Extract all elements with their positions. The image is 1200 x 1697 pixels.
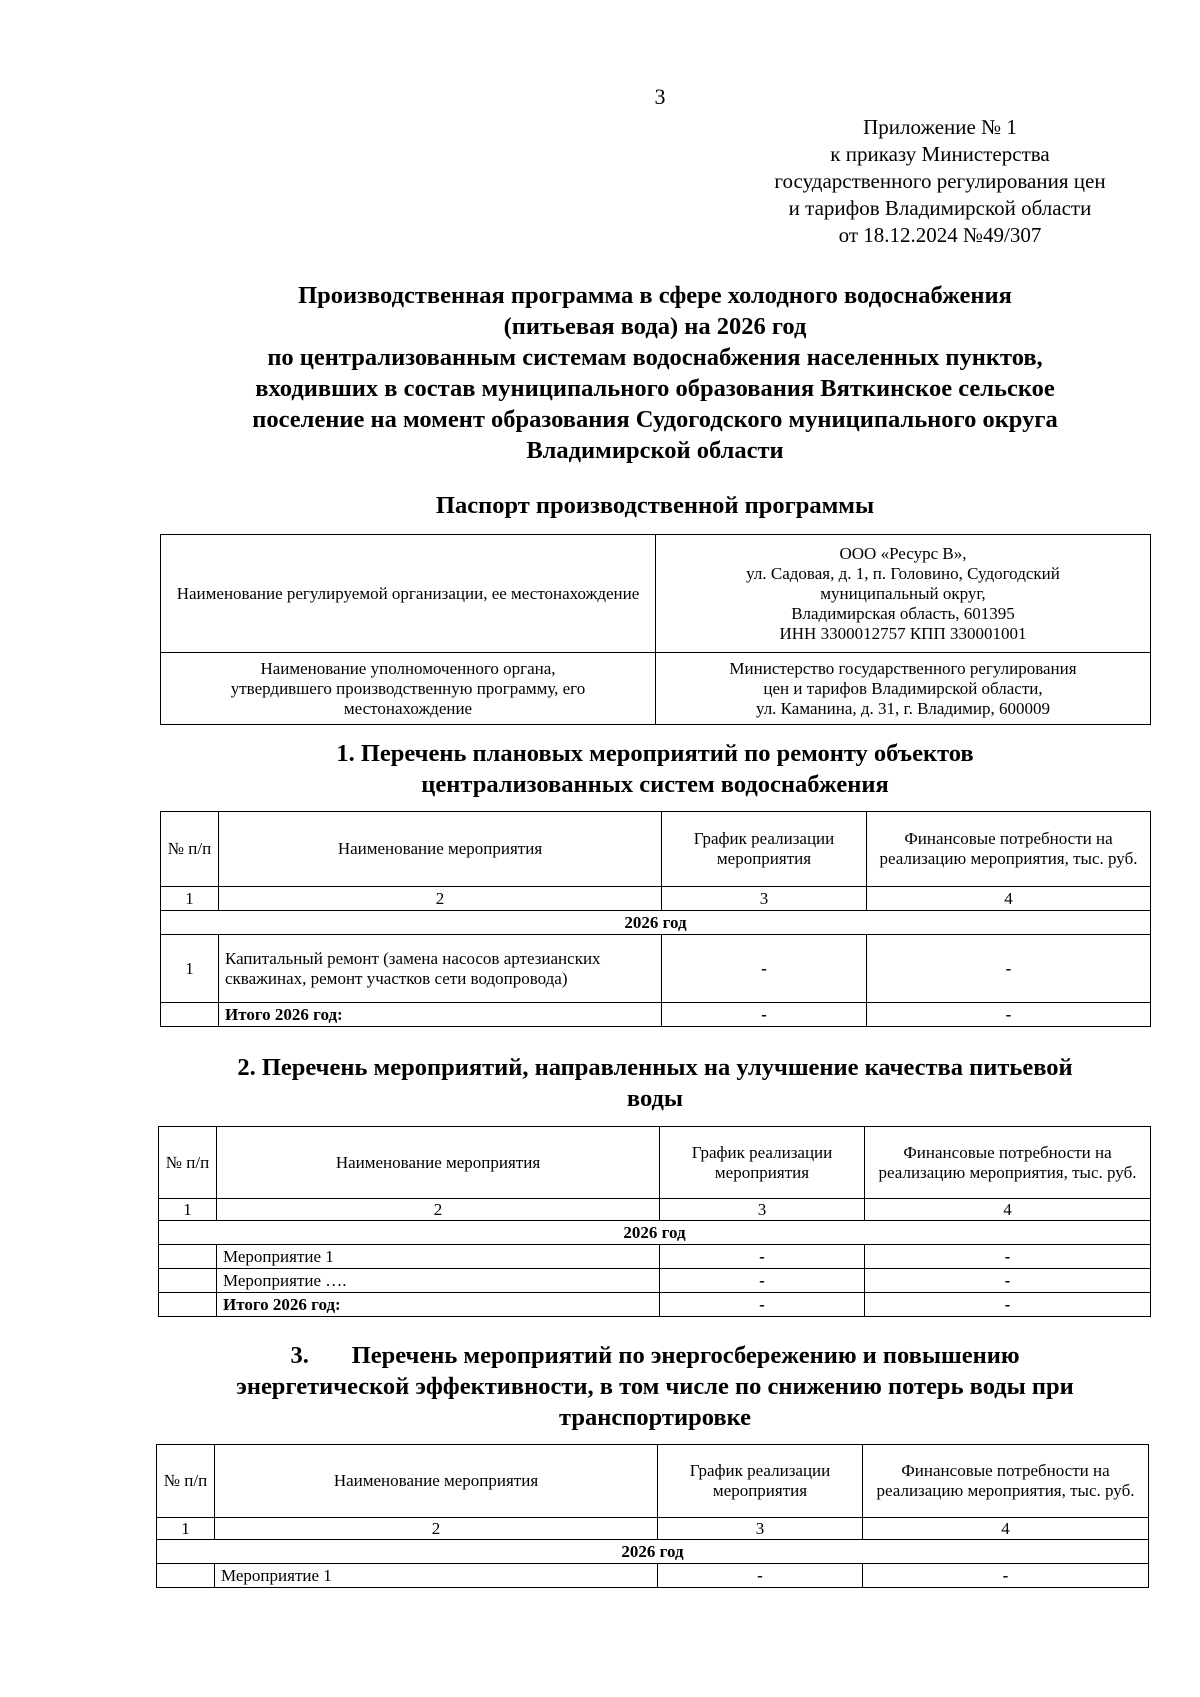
appendix-line: государственного регулирования цен [774,169,1106,193]
appendix-line: и тарифов Владимирской области [788,196,1092,220]
section1-table [160,811,1151,1027]
passport-org-line: ИНН 3300012757 КПП 330001001 [779,623,1027,643]
column-number: 3 [662,887,867,911]
total-finance: - [867,1003,1151,1027]
passport-org-label: Наименование регулируемой организации, ее местонахождение [161,535,656,653]
row-name: Мероприятие 1 [215,1564,658,1588]
table-header-row [157,1445,1149,1518]
row-schedule: - [660,1269,865,1293]
passport-row-organization [161,535,1151,653]
column-number-row [159,1199,1151,1221]
year-row [159,1221,1151,1245]
appendix-line: от 18.12.2024 №49/307 [838,223,1042,247]
column-number: 4 [865,1199,1151,1221]
row-schedule: - [662,935,867,1003]
section1-title-line: централизованных систем водоснабжения [421,771,889,798]
total-label: Итого 2026 год: [217,1293,660,1317]
row-name: Мероприятие …. [217,1269,660,1293]
row-name: Мероприятие 1 [217,1245,660,1269]
row-num [159,1269,217,1293]
section2-title-line: воды [626,1085,684,1112]
row-schedule: - [658,1564,863,1588]
column-number: 3 [660,1199,865,1221]
row-finance: - [865,1269,1151,1293]
section3-title-line: 3. Перечень мероприятий по энергосбережению и повышению [290,1342,1020,1369]
total-num [161,1003,219,1027]
passport-authority-value [656,653,1151,725]
header-name: Наименование мероприятия [219,812,662,887]
passport-authority-label [161,653,656,725]
table-header-row [161,812,1151,887]
column-number: 2 [215,1518,658,1540]
header-num: № п/п [157,1445,215,1518]
header-schedule: График реализации мероприятия [658,1445,863,1518]
passport-table [160,534,1151,725]
row-num [159,1245,217,1269]
total-schedule: - [660,1293,865,1317]
passport-authority-line: цен и тарифов Владимирской области, [763,678,1043,698]
header-finance: Финансовые потребности на реализацию мероприятия, тыс. руб. [867,812,1151,887]
column-number: 1 [161,887,219,911]
year-label: 2026 год [157,1540,1149,1564]
table-row [161,935,1151,1003]
total-label: Итого 2026 год: [219,1003,662,1027]
section1-title [140,738,1170,800]
column-number: 2 [219,887,662,911]
section3-table [156,1444,1149,1588]
header-name: Наименование мероприятия [215,1445,658,1518]
passport-authority-label-line: Наименование уполномоченного органа, [260,658,556,678]
row-finance: - [867,935,1151,1003]
passport-authority-line: ул. Каманина, д. 31, г. Владимир, 600009 [755,698,1051,718]
section2-title-line: 2. Перечень мероприятий, направленных на улучшение качества питьевой [237,1054,1073,1081]
column-number: 4 [863,1518,1149,1540]
page-number: 3 [654,84,666,109]
section3-title-line: транспортировке [559,1404,751,1431]
header-schedule: График реализации мероприятия [662,812,867,887]
row-name: Капитальный ремонт (замена насосов артезианских скважинах, ремонт участков сети водопровода) [219,935,662,1003]
title-line: поселение на момент образования Судогодского муниципального округа [252,406,1058,433]
section2-title [140,1052,1170,1114]
total-row [161,1003,1151,1027]
header-finance: Финансовые потребности на реализацию мероприятия, тыс. руб. [863,1445,1149,1518]
total-row [159,1293,1151,1317]
passport-org-line: ООО «Ресурс В», [839,543,967,563]
title-line: Владимирской области [526,437,784,464]
title-line: Производственная программа в сфере холодного водоснабжения [298,282,1012,309]
passport-authority-label-line: местонахождение [343,698,473,718]
year-label: 2026 год [159,1221,1151,1245]
year-label: 2026 год [161,911,1151,935]
passport-org-line: ул. Садовая, д. 1, п. Головино, Судогодский [746,563,1060,583]
section2-table [158,1126,1151,1317]
row-schedule: - [660,1245,865,1269]
header-finance: Финансовые потребности на реализацию мероприятия, тыс. руб. [865,1127,1151,1199]
row-finance: - [865,1245,1151,1269]
appendix-block [690,114,1190,249]
column-number-row [161,887,1151,911]
table-header-row [159,1127,1151,1199]
passport-org-line: Владимирская область, 601395 [791,603,1015,623]
section3-title-line: энергетической эффективности, в том числе по снижению потерь воды при [236,1373,1074,1400]
passport-org-value [656,535,1151,653]
year-row [161,911,1151,935]
section1-title-line: 1. Перечень плановых мероприятий по ремонту объектов [336,740,974,767]
section3-title [140,1340,1170,1433]
passport-row-authority [161,653,1151,725]
table-row [157,1564,1149,1588]
passport-title: Паспорт производственной программы [435,492,875,519]
column-number: 1 [159,1199,217,1221]
header-num: № п/п [161,812,219,887]
document-title [140,280,1170,466]
column-number: 2 [217,1199,660,1221]
title-line: входивших в состав муниципального образования Вяткинское сельское [255,375,1055,402]
year-row [157,1540,1149,1564]
appendix-line: к приказу Министерства [830,142,1050,166]
total-finance: - [865,1293,1151,1317]
column-number: 4 [867,887,1151,911]
table-row [159,1245,1151,1269]
column-number: 1 [157,1518,215,1540]
header-num: № п/п [159,1127,217,1199]
column-number-row [157,1518,1149,1540]
passport-org-line: муниципальный округ, [820,583,986,603]
appendix-line: Приложение № 1 [863,115,1017,139]
row-finance: - [863,1564,1149,1588]
row-num: 1 [161,935,219,1003]
title-line: (питьевая вода) на 2026 год [503,313,807,340]
title-line: по централизованным системам водоснабжения населенных пунктов, [267,344,1043,371]
header-schedule: График реализации мероприятия [660,1127,865,1199]
row-num [157,1564,215,1588]
passport-authority-label-line: утвердившего производственную программу, его [230,678,586,698]
header-name: Наименование мероприятия [217,1127,660,1199]
passport-authority-line: Министерство государственного регулирования [729,658,1077,678]
total-num [159,1293,217,1317]
total-schedule: - [662,1003,867,1027]
column-number: 3 [658,1518,863,1540]
table-row [159,1269,1151,1293]
